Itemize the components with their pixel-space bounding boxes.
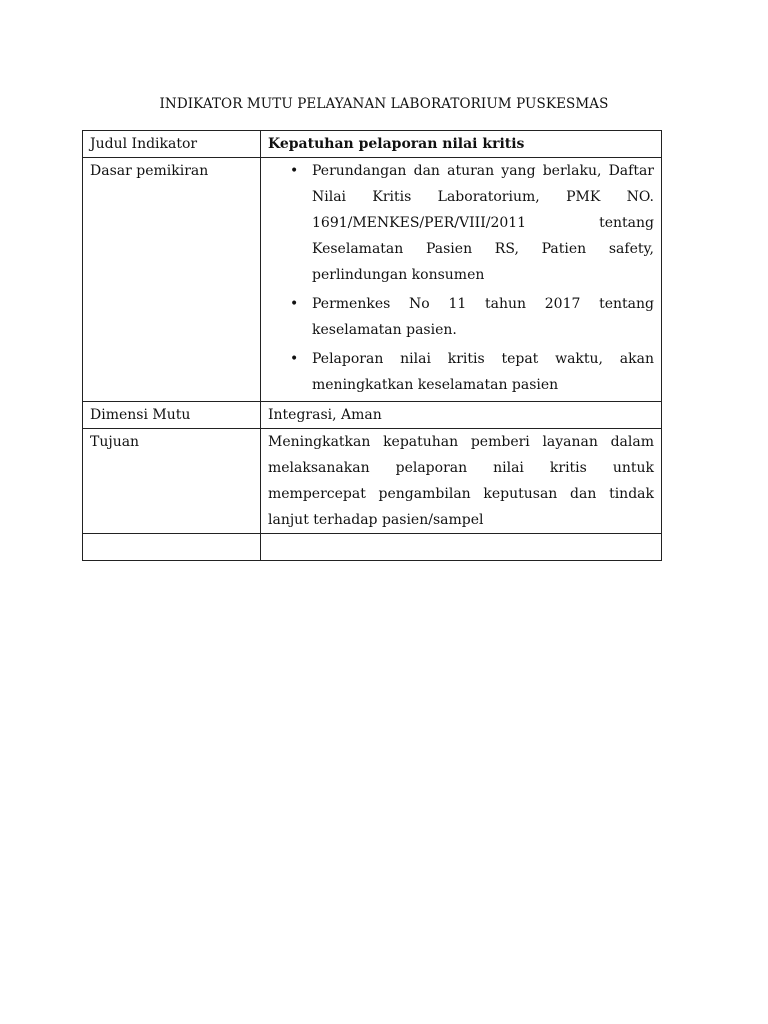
row-empty bbox=[83, 534, 662, 561]
row-dimensi-mutu bbox=[83, 402, 662, 429]
judul-indikator-label: Judul Indikator bbox=[83, 131, 261, 158]
dasar-pemikiran-item: • Pelaporan nilai kritis tepat waktu, akan meningkatkan keselamatan pasien bbox=[312, 346, 654, 398]
dimensi-mutu-label: Dimensi Mutu bbox=[83, 402, 261, 429]
dasar-pemikiran-value bbox=[261, 158, 662, 402]
tujuan-label: Tujuan bbox=[83, 429, 261, 534]
dasar-pemikiran-item: • Perundangan dan aturan yang berlaku, Daftar Nilai Kritis Laboratorium, PMK NO. 1691/MENKES/PER/VIII/2011 tentang Keselamatan Pasien RS, Patien safety, perlindungan konsumen bbox=[312, 158, 654, 288]
judul-indikator-value: Kepatuhan pelaporan nilai kritis bbox=[261, 131, 662, 158]
row-tujuan bbox=[83, 429, 662, 534]
empty-value-cell bbox=[261, 534, 662, 561]
page-title: INDIKATOR MUTU PELAYANAN LABORATORIUM PUSKESMAS bbox=[159, 96, 609, 112]
empty-label-cell bbox=[83, 534, 261, 561]
dimensi-mutu-value: Integrasi, Aman bbox=[261, 402, 662, 429]
tujuan-value: Meningkatkan kepatuhan pemberi layanan dalam melaksanakan pelaporan nilai kritis untuk mempercepat pengambilan keputusan dan tindak lanjut terhadap pasien/sampel bbox=[261, 429, 662, 534]
dasar-pemikiran-label: Dasar pemikiran bbox=[83, 158, 261, 402]
row-dasar-pemikiran bbox=[83, 158, 662, 402]
dasar-pemikiran-item: • Permenkes No 11 tahun 2017 tentang keselamatan pasien. bbox=[312, 291, 654, 343]
dasar-pemikiran-list bbox=[268, 158, 654, 398]
indicator-table bbox=[82, 130, 662, 561]
row-judul-indikator bbox=[83, 131, 662, 158]
